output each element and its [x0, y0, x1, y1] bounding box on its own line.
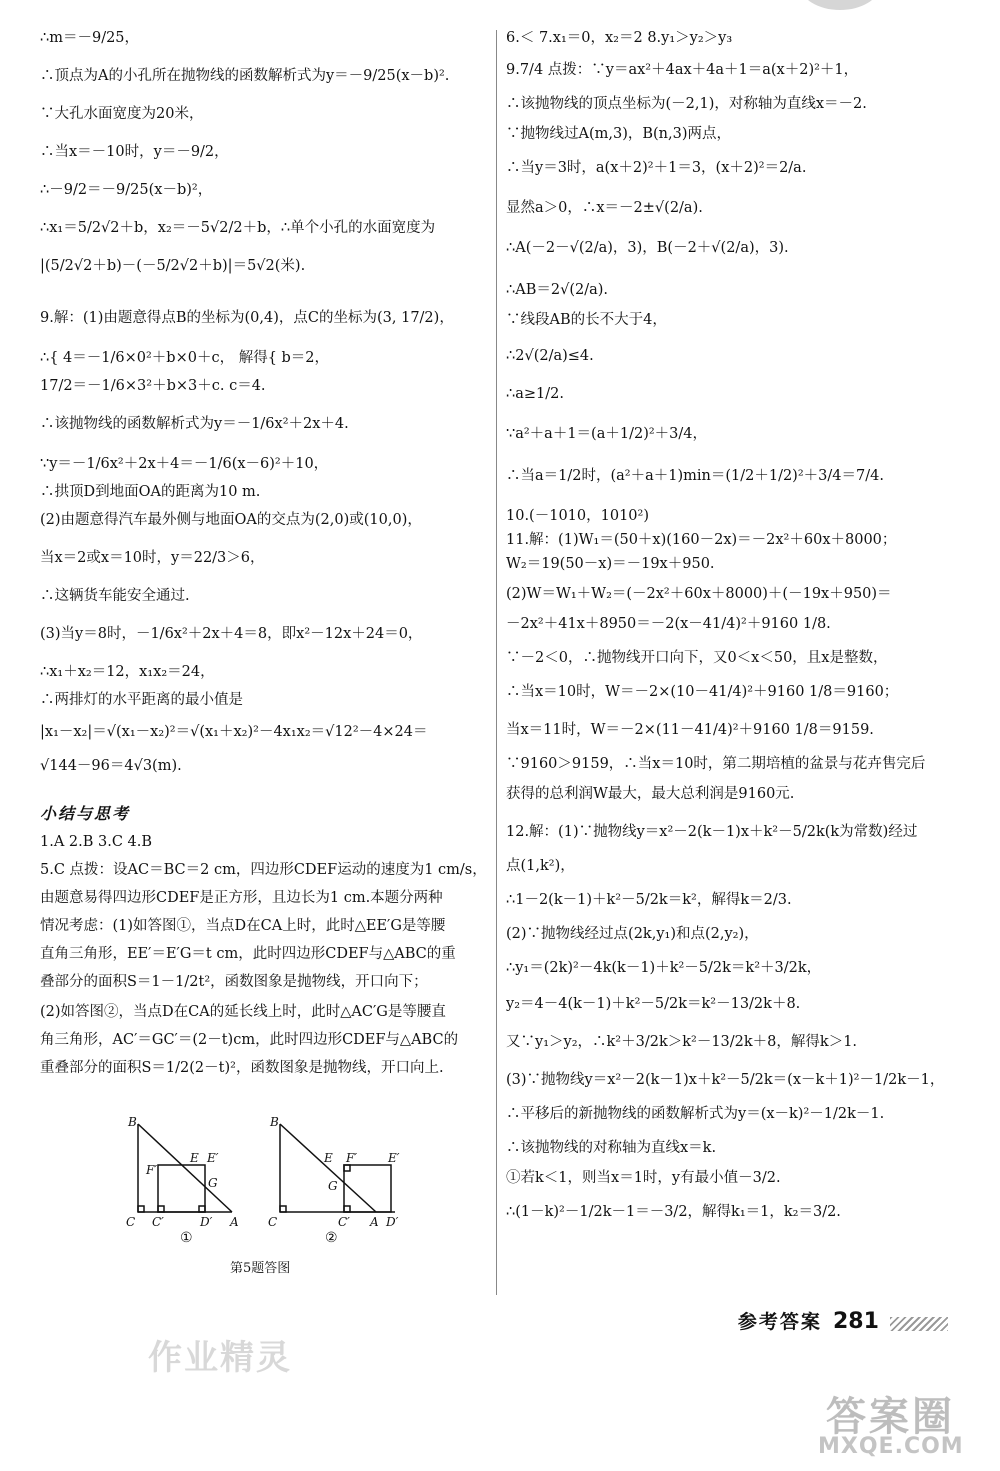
left-column-line: |x₁－x₂|＝√(x₁－x₂)²＝√(x₁＋x₂)²－4x₁x₂＝√12²－4×24＝: [40, 724, 428, 740]
diagram1-right-angle-d: [199, 1206, 205, 1212]
figure-caption: 第5题答图: [230, 1261, 291, 1276]
diagram2-hypotenuse-ab: [280, 1124, 376, 1212]
left-column-line: ∴顶点为A的小孔所在抛物线的函数解析式为y＝－9/25(x－b)².: [40, 68, 450, 84]
left-column-line: ∴m＝－9/25，: [40, 30, 140, 46]
left-column-line: 当x＝2或x＝10时，y＝22/3＞6，: [40, 550, 265, 566]
right-column-line: ①若k＜1，则当x＝1时，y有最小值－3/2.: [506, 1170, 781, 1186]
diagram2-right-angle-c2: [344, 1206, 350, 1212]
figure-5-answer: [120, 1112, 420, 1282]
right-column-line: ∵－2＜0，∴抛物线开口向下，又0＜x＜50，且x是整数，: [506, 650, 888, 666]
footer-label: 参考答案: [737, 1311, 822, 1333]
right-column-line: 11.解：(1)W₁＝(50＋x)(160－2x)＝－2x²＋60x＋8000；: [506, 532, 897, 548]
page-number: 281: [833, 1309, 879, 1334]
right-column-line: W₂＝19(50－x)＝－19x＋950.: [506, 556, 715, 572]
right-column-line: ∴平移后的新抛物线的函数解析式为y＝(x－k)²－1/2k－1.: [506, 1106, 885, 1122]
right-column-line: 9.7/4 点拨：∵y＝ax²＋4ax＋4a＋1＝a(x＋2)²＋1，: [506, 62, 859, 78]
diagram1-label-g: G: [208, 1176, 218, 1190]
right-column-line: y₂＝4－4(k－1)＋k²－5/2k＝k²－13/2k＋8.: [506, 996, 801, 1012]
diagram1-label-c: C: [126, 1215, 136, 1229]
diagram1-label-e: E: [190, 1151, 199, 1165]
left-column-line: 直角三角形，EE′＝E′G＝t cm，此时四边形CDEF与△ABC的重: [40, 946, 456, 962]
right-column-line: ∴y₁＝(2k)²－4k(k－1)＋k²－5/2k＝k²＋3/2k，: [506, 960, 822, 976]
left-column-line: (2)由题意得汽车最外侧与地面OA的交点为(2,0)或(10,0)，: [40, 512, 422, 528]
diagram2-label-a: A: [370, 1215, 379, 1229]
right-column-line: ∴该抛物线的对称轴为直线x＝k.: [506, 1140, 717, 1156]
left-column-line: 角三角形，AC′＝GC′＝(2－t)cm，此时四边形CDEF与△ABC的: [40, 1032, 459, 1048]
right-column-line: ∴a≥1/2.: [506, 386, 564, 402]
left-column-line: ∵大孔水面宽度为20米，: [40, 106, 204, 122]
left-column-line: 1.A 2.B 3.C 4.B: [40, 834, 153, 850]
right-column-line: －2x²＋41x＋8950＝－2(x－41/4)²＋9160 1/8.: [506, 616, 831, 632]
diagram2-right-angle-f: [344, 1165, 350, 1171]
right-column-line: 显然a＞0，∴x＝－2±√(2/a).: [506, 200, 703, 216]
page-footer: [738, 1307, 948, 1334]
left-column-line: √144－96＝4√3(m).: [40, 758, 182, 774]
diagram1-label-cp: C′: [152, 1215, 164, 1229]
right-column-line: 又∵y₁＞y₂，∴k²＋3/2k＞k²－13/2k＋8，解得k＞1.: [506, 1034, 858, 1050]
left-column-line: 情况考虑：(1)如答图①，当点D在CA上时，此时△EE′G是等腰: [40, 918, 446, 934]
left-column-line: ∴－9/2＝－9/25(x－b)²，: [40, 182, 213, 198]
right-column-line: 当x＝11时，W＝－2×(11－41/4)²＋9160 1/8＝9159.: [506, 722, 874, 738]
right-column-line: ∴A(－2－√(2/a)，3)，B(－2＋√(2/a)，3).: [506, 240, 789, 256]
stamp-watermark: 作业精灵: [148, 1338, 292, 1378]
right-column-line: ∵抛物线过A(m,3)，B(n,3)两点，: [506, 126, 732, 142]
left-column-line: 5.C 点拨：设AC＝BC＝2 cm，四边形CDEF运动的速度为1 cm/s，: [40, 862, 487, 878]
right-column-line: ∴当x＝10时，W＝－2×(10－41/4)²＋9160 1/8＝9160；: [506, 684, 899, 700]
right-column-line: ∵a²＋a＋1＝(a＋1/2)²＋3/4，: [506, 426, 707, 442]
right-column-line: (2)∵抛物线经过点(2k,y₁)和点(2,y₂)，: [506, 926, 759, 942]
right-column-line: 6.＜ 7.x₁＝0，x₂＝2 8.y₁＞y₂＞y₃: [506, 30, 733, 46]
left-column-line: 重叠部分的面积S＝1/2(2－t)²，函数图象是抛物线，开口向上.: [40, 1060, 444, 1076]
site-watermark-url: MXQE.COM: [818, 1434, 964, 1459]
diagram2-label-cp: C′: [338, 1215, 350, 1229]
right-column-line: ∴当a＝1/2时，(a²＋a＋1)min＝(1/2＋1/2)²＋3/4＝7/4.: [506, 468, 884, 484]
right-column-line: 获得的总利润W最大，最大总利润是9160元.: [506, 786, 795, 802]
diagram2-label-g: G: [328, 1179, 338, 1193]
left-column-line: ∴该抛物线的函数解析式为y＝－1/6x²＋2x＋4.: [40, 416, 349, 432]
right-column-line: 点(1,k²)，: [506, 858, 575, 874]
corner-decoration: [800, 0, 880, 10]
left-column-line: (2)如答图②，当点D在CA的延长线上时，此时△AC′G是等腰直: [40, 1004, 446, 1020]
right-column-line: ∵9160＞9159，∴当x＝10时，第二期培植的盆景与花卉售完后: [506, 756, 926, 772]
right-column-line: ∴该抛物线的顶点坐标为(－2,1)，对称轴为直线x＝－2.: [506, 96, 867, 112]
right-column: [506, 28, 950, 1222]
right-column-line: ∵线段AB的长不大于4，: [506, 312, 667, 328]
diagram1-label-a: A: [230, 1215, 239, 1229]
diagram1-right-angle-c: [138, 1206, 144, 1212]
diagram1-right-angle-c2: [158, 1206, 164, 1212]
right-column-line: ∴当y＝3时，a(x＋2)²＋1＝3，(x＋2)²＝2/a.: [506, 160, 807, 176]
right-column-line: (2)W＝W₁＋W₂＝(－2x²＋60x＋8000)＋(－19x＋950)＝: [506, 586, 892, 602]
diagram2-number: ②: [325, 1230, 338, 1246]
section-heading: 小结与思考: [40, 804, 131, 823]
diagram2-label-f: F′: [346, 1151, 358, 1165]
diagram2-label-c: C: [268, 1215, 278, 1229]
diagram-2: [280, 1124, 395, 1212]
diagram1-label-b: B: [128, 1115, 137, 1129]
left-column-line: 17/2＝－1/6×3²＋b×3＋c. c＝4.: [40, 378, 266, 394]
left-column-line: |(5/2√2＋b)－(－5/2√2＋b)|＝5√2(米).: [40, 258, 306, 274]
right-column-line: ∴AB＝2√(2/a).: [506, 282, 608, 298]
column-divider: [496, 30, 497, 1295]
left-column-line: ∴x₁＝5/2√2＋b，x₂＝－5√2/2＋b，∴单个小孔的水面宽度为: [40, 220, 436, 236]
left-column-line: ∴{ 4＝－1/6×0²＋b×0＋c， 解得{ b＝2，: [40, 350, 330, 366]
site-watermark-cn: 答案圈: [826, 1394, 955, 1440]
right-column-line: 10.(－1010，1010²): [506, 508, 649, 524]
footer-hatch-decoration: [890, 1317, 948, 1331]
left-column-line: ∴两排灯的水平距离的最小值是: [40, 692, 243, 708]
diagram2-label-b: B: [270, 1115, 279, 1129]
left-column-line: ∴拱顶D到地面OA的距离为10 m.: [40, 484, 261, 500]
diagram2-right-angle-c: [280, 1206, 286, 1212]
diagram2-label-d: D′: [386, 1215, 399, 1229]
left-column-line: 9.解：(1)由题意得点B的坐标为(0,4)，点C的坐标为(3, 17/2)，: [40, 310, 454, 326]
diagram1-number: ①: [180, 1230, 193, 1246]
diagram1-square: [158, 1165, 205, 1212]
left-column-line: ∵y＝－1/6x²＋2x＋4＝－1/6(x－6)²＋10，: [40, 456, 329, 472]
left-column: [40, 28, 488, 1078]
right-column-line: ∴2√(2/a)≤4.: [506, 348, 594, 364]
right-column-line: 12.解：(1)∵抛物线y＝x²－2(k－1)x＋k²－5/2k(k为常数)经过: [506, 824, 918, 840]
triangle-diagrams: [120, 1112, 420, 1282]
diagram2-label-ep: E′: [388, 1151, 400, 1165]
diagram2-label-e: E: [324, 1151, 333, 1165]
right-column-line: ∴(1－k)²－1/2k－1＝－3/2，解得k₁＝1，k₂＝3/2.: [506, 1204, 841, 1220]
left-column-line: 叠部分的面积S＝1－1/2t²，函数图象是抛物线，开口向下；: [40, 974, 428, 990]
left-column-line: ∴这辆货车能安全通过.: [40, 588, 190, 604]
right-column-line: ∴1－2(k－1)＋k²－5/2k＝k²，解得k＝2/3.: [506, 892, 792, 908]
diagram1-label-d: D′: [200, 1215, 213, 1229]
left-column-line: ∴当x＝－10时，y＝－9/2，: [40, 144, 229, 160]
left-column-line: (3)当y＝8时，－1/6x²＋2x＋4＝8，即x²－12x＋24＝0，: [40, 626, 423, 642]
diagram1-label-ep: E′: [207, 1151, 219, 1165]
right-column-line: (3)∵抛物线y＝x²－2(k－1)x＋k²－5/2k＝(x－k＋1)²－1/2k－1，: [506, 1072, 945, 1088]
left-column-line: 由题意易得四边形CDEF是正方形，且边长为1 cm.本题分两种: [40, 890, 443, 906]
left-column-line: ∴x₁＋x₂＝12，x₁x₂＝24，: [40, 664, 215, 680]
diagram1-label-f: F′: [146, 1163, 158, 1177]
